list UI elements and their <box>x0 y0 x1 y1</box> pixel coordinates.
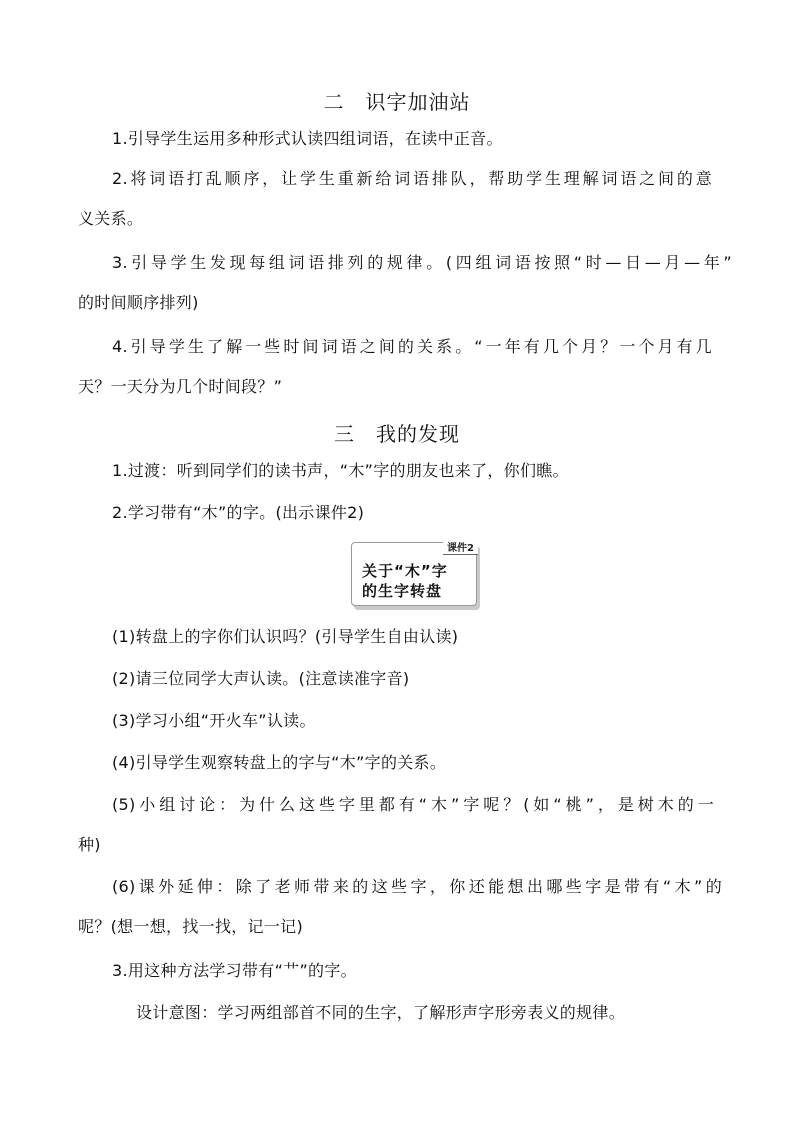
courseware-title <box>362 561 470 601</box>
paragraph-line: 2.学习带有“木”的字。(出示课件2) <box>112 503 365 522</box>
paragraph-line: 3.用这种方法学习带有“艹”的字。 <box>112 961 357 980</box>
paragraph-line: 3.引导学生发现每组词语排列的规律。(四组词语按照“时—日—月—年” <box>112 253 732 272</box>
sub-item-line: 种) <box>78 835 101 854</box>
sub-item-line: (6)课外延伸：除了老师带来的这些字，你还能想出哪些字是带有“木”的 <box>112 877 722 896</box>
courseware-title-line: 的生字转盘 <box>362 582 443 600</box>
sub-item-line: (5)小组讨论：为什么这些字里都有“木”字呢？(如“桃”，是树木的一 <box>112 795 714 814</box>
courseware-tag: 课件2 <box>443 539 478 555</box>
paragraph-line: 4.引导学生了解一些时间词语之间的关系。“一年有几个月？一个月有几 <box>112 337 712 356</box>
paragraph-line: 1.引导学生运用多种形式认读四组词语，在读中正音。 <box>112 129 503 148</box>
paragraph-line: 1.过渡：听到同学们的读书声，“木”字的朋友也来了，你们瞧。 <box>112 461 569 480</box>
courseware-title-line: 关于“木”字 <box>362 562 448 580</box>
sub-item-line: (4)引导学生观察转盘上的字与“木”字的关系。 <box>112 753 447 772</box>
paragraph-line: 天？一天分为几个时间段？” <box>78 377 283 396</box>
paragraph-line: 义关系。 <box>78 209 144 228</box>
sub-item-line: 呢？(想一想，找一找，记一记) <box>78 917 303 936</box>
section-heading-2: 二 识字加油站 <box>323 90 471 114</box>
sub-item-line: (2)请三位同学大声认读。(注意读准字音) <box>112 669 410 688</box>
sub-item-line: (1)转盘上的字你们认识吗？(引导学生自由认读) <box>112 627 459 646</box>
design-intent: 设计意图：学习两组部首不同的生字，了解形声字形旁表义的规律。 <box>136 1003 626 1022</box>
courseware-card <box>351 542 477 606</box>
paragraph-line: 2.将词语打乱顺序，让学生重新给词语排队，帮助学生理解词语之间的意 <box>112 169 712 188</box>
section-heading-3: 三 我的发现 <box>334 422 460 446</box>
paragraph-line: 的时间顺序排列) <box>78 293 199 312</box>
sub-item-line: (3)学习小组“开火车”认读。 <box>112 711 316 730</box>
